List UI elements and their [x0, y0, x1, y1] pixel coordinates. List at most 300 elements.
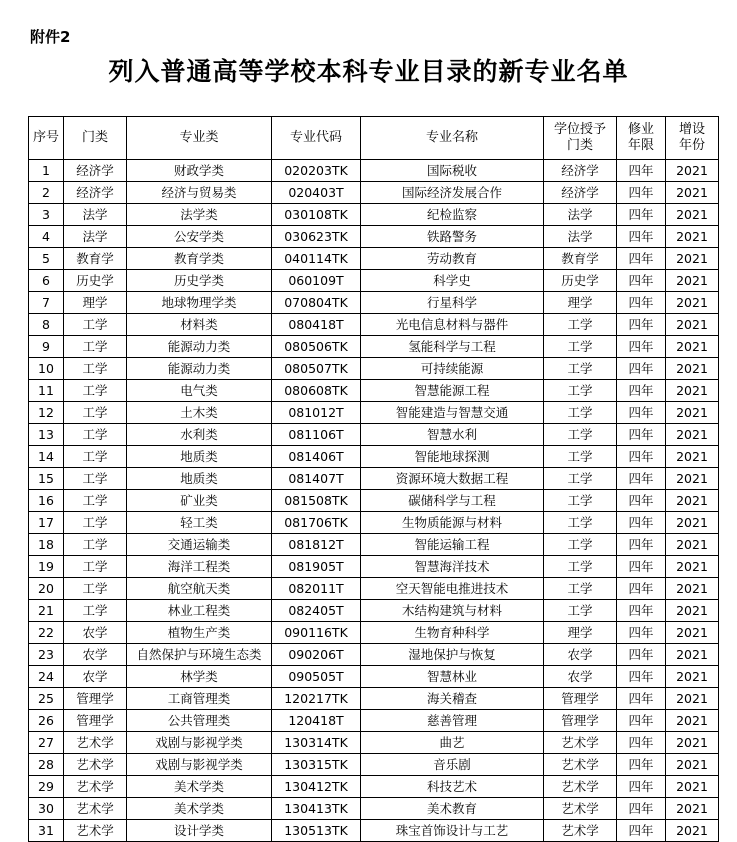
- cell-degree: 农学: [544, 666, 617, 688]
- cell-added-year: 2021: [666, 512, 719, 534]
- cell-code: 081812T: [272, 534, 361, 556]
- cell-category-group: 能源动力类: [127, 358, 272, 380]
- cell-code: 081106T: [272, 424, 361, 446]
- table-row: [29, 314, 719, 336]
- cell-category-group: 公安学类: [127, 226, 272, 248]
- cell-years: 四年: [617, 446, 666, 468]
- cell-years: 四年: [617, 490, 666, 512]
- table-row: [29, 556, 719, 578]
- cell-major-name: 资源环境大数据工程: [361, 468, 544, 490]
- cell-seq: 23: [29, 644, 64, 666]
- cell-major-name: 生物育种科学: [361, 622, 544, 644]
- table-row: [29, 534, 719, 556]
- cell-code: 070804TK: [272, 292, 361, 314]
- cell-degree: 工学: [544, 402, 617, 424]
- table-row: [29, 776, 719, 798]
- cell-years: 四年: [617, 204, 666, 226]
- cell-code: 090116TK: [272, 622, 361, 644]
- cell-years: 四年: [617, 732, 666, 754]
- cell-category: 工学: [64, 556, 127, 578]
- cell-code: 080418T: [272, 314, 361, 336]
- table-header-row: [29, 117, 719, 160]
- cell-degree: 工学: [544, 578, 617, 600]
- cell-major-name: 铁路警务: [361, 226, 544, 248]
- column-header-added-line2: 年份: [678, 138, 705, 153]
- cell-degree: 工学: [544, 512, 617, 534]
- table-row: [29, 160, 719, 182]
- cell-seq: 15: [29, 468, 64, 490]
- cell-years: 四年: [617, 820, 666, 842]
- cell-years: 四年: [617, 798, 666, 820]
- cell-code: 081508TK: [272, 490, 361, 512]
- cell-major-name: 智能建造与智慧交通: [361, 402, 544, 424]
- cell-seq: 29: [29, 776, 64, 798]
- cell-code: 130314TK: [272, 732, 361, 754]
- cell-degree: 工学: [544, 556, 617, 578]
- cell-code: 030623TK: [272, 226, 361, 248]
- cell-years: 四年: [617, 380, 666, 402]
- cell-category-group: 电气类: [127, 380, 272, 402]
- attachment-label: 附件2: [30, 28, 71, 46]
- cell-major-name: 曲艺: [361, 732, 544, 754]
- cell-years: 四年: [617, 600, 666, 622]
- cell-category: 工学: [64, 380, 127, 402]
- cell-code: 081406T: [272, 446, 361, 468]
- cell-category: 农学: [64, 622, 127, 644]
- cell-category-group: 自然保护与环境生态类: [127, 644, 272, 666]
- cell-added-year: 2021: [666, 556, 719, 578]
- column-header-degree-line2: 门类: [566, 138, 593, 153]
- cell-seq: 20: [29, 578, 64, 600]
- cell-major-name: 科学史: [361, 270, 544, 292]
- table-row: [29, 248, 719, 270]
- cell-added-year: 2021: [666, 798, 719, 820]
- cell-years: 四年: [617, 578, 666, 600]
- cell-seq: 1: [29, 160, 64, 182]
- cell-years: 四年: [617, 622, 666, 644]
- table-row: [29, 182, 719, 204]
- column-header-years-line2: 年限: [627, 138, 654, 153]
- cell-category: 工学: [64, 402, 127, 424]
- table-row: [29, 336, 719, 358]
- cell-seq: 4: [29, 226, 64, 248]
- cell-category: 工学: [64, 534, 127, 556]
- cell-seq: 24: [29, 666, 64, 688]
- cell-category: 历史学: [64, 270, 127, 292]
- cell-category: 工学: [64, 358, 127, 380]
- cell-major-name: 劳动教育: [361, 248, 544, 270]
- cell-added-year: 2021: [666, 468, 719, 490]
- cell-major-name: 行星科学: [361, 292, 544, 314]
- cell-category: 工学: [64, 490, 127, 512]
- cell-category-group: 教育学类: [127, 248, 272, 270]
- cell-seq: 26: [29, 710, 64, 732]
- table-row: [29, 270, 719, 292]
- cell-category: 法学: [64, 204, 127, 226]
- cell-seq: 27: [29, 732, 64, 754]
- cell-major-name: 智慧能源工程: [361, 380, 544, 402]
- cell-category: 艺术学: [64, 754, 127, 776]
- cell-years: 四年: [617, 512, 666, 534]
- cell-code: 020203TK: [272, 160, 361, 182]
- cell-code: 130315TK: [272, 754, 361, 776]
- cell-degree: 工学: [544, 446, 617, 468]
- column-header-years-line1: 修业: [627, 121, 654, 137]
- cell-code: 081905T: [272, 556, 361, 578]
- cell-added-year: 2021: [666, 490, 719, 512]
- column-header-years: [617, 117, 666, 160]
- cell-category: 法学: [64, 226, 127, 248]
- table-row: [29, 754, 719, 776]
- cell-category-group: 戏剧与影视学类: [127, 732, 272, 754]
- table-row: [29, 512, 719, 534]
- cell-major-name: 智慧林业: [361, 666, 544, 688]
- cell-code: 081706TK: [272, 512, 361, 534]
- cell-major-name: 湿地保护与恢复: [361, 644, 544, 666]
- cell-code: 130513TK: [272, 820, 361, 842]
- cell-added-year: 2021: [666, 820, 719, 842]
- cell-category-group: 轻工类: [127, 512, 272, 534]
- cell-seq: 19: [29, 556, 64, 578]
- cell-years: 四年: [617, 292, 666, 314]
- cell-degree: 工学: [544, 380, 617, 402]
- cell-seq: 2: [29, 182, 64, 204]
- table-row: [29, 358, 719, 380]
- cell-years: 四年: [617, 336, 666, 358]
- cell-category-group: 工商管理类: [127, 688, 272, 710]
- cell-code: 060109T: [272, 270, 361, 292]
- cell-category-group: 林学类: [127, 666, 272, 688]
- cell-degree: 法学: [544, 204, 617, 226]
- cell-code: 080608TK: [272, 380, 361, 402]
- cell-code: 082011T: [272, 578, 361, 600]
- cell-major-name: 纪检监察: [361, 204, 544, 226]
- table-body: [29, 160, 719, 842]
- cell-major-name: 音乐剧: [361, 754, 544, 776]
- cell-code: 090206T: [272, 644, 361, 666]
- cell-degree: 理学: [544, 292, 617, 314]
- cell-added-year: 2021: [666, 622, 719, 644]
- cell-added-year: 2021: [666, 688, 719, 710]
- cell-code: 081407T: [272, 468, 361, 490]
- cell-seq: 17: [29, 512, 64, 534]
- cell-category-group: 设计学类: [127, 820, 272, 842]
- table-row: [29, 732, 719, 754]
- table-header: [29, 117, 719, 160]
- cell-degree: 艺术学: [544, 820, 617, 842]
- cell-category-group: 交通运输类: [127, 534, 272, 556]
- cell-degree: 工学: [544, 336, 617, 358]
- cell-major-name: 科技艺术: [361, 776, 544, 798]
- cell-category-group: 地质类: [127, 446, 272, 468]
- cell-degree: 农学: [544, 644, 617, 666]
- cell-major-name: 国际经济发展合作: [361, 182, 544, 204]
- cell-added-year: 2021: [666, 160, 719, 182]
- cell-category: 理学: [64, 292, 127, 314]
- cell-added-year: 2021: [666, 578, 719, 600]
- table-row: [29, 292, 719, 314]
- cell-seq: 10: [29, 358, 64, 380]
- cell-category-group: 土木类: [127, 402, 272, 424]
- cell-major-name: 珠宝首饰设计与工艺: [361, 820, 544, 842]
- cell-category-group: 海洋工程类: [127, 556, 272, 578]
- cell-category: 经济学: [64, 160, 127, 182]
- cell-added-year: 2021: [666, 226, 719, 248]
- cell-added-year: 2021: [666, 270, 719, 292]
- cell-code: 040114TK: [272, 248, 361, 270]
- cell-seq: 16: [29, 490, 64, 512]
- cell-category: 工学: [64, 512, 127, 534]
- cell-code: 130413TK: [272, 798, 361, 820]
- cell-major-name: 木结构建筑与材料: [361, 600, 544, 622]
- cell-seq: 12: [29, 402, 64, 424]
- cell-seq: 11: [29, 380, 64, 402]
- column-header-name: 专业名称: [361, 117, 544, 160]
- cell-major-name: 空天智能电推进技术: [361, 578, 544, 600]
- table-row: [29, 204, 719, 226]
- cell-code: 120418T: [272, 710, 361, 732]
- cell-seq: 18: [29, 534, 64, 556]
- cell-added-year: 2021: [666, 666, 719, 688]
- cell-added-year: 2021: [666, 644, 719, 666]
- cell-degree: 工学: [544, 424, 617, 446]
- majors-table: [28, 116, 719, 842]
- page-title: 列入普通高等学校本科专业目录的新专业名单: [108, 57, 629, 86]
- cell-added-year: 2021: [666, 248, 719, 270]
- table-row: [29, 820, 719, 842]
- cell-seq: 31: [29, 820, 64, 842]
- cell-category: 管理学: [64, 688, 127, 710]
- cell-degree: 经济学: [544, 182, 617, 204]
- cell-degree: 管理学: [544, 710, 617, 732]
- cell-degree: 艺术学: [544, 798, 617, 820]
- cell-years: 四年: [617, 314, 666, 336]
- cell-major-name: 国际税收: [361, 160, 544, 182]
- cell-major-name: 可持续能源: [361, 358, 544, 380]
- cell-category-group: 地球物理学类: [127, 292, 272, 314]
- cell-category: 管理学: [64, 710, 127, 732]
- cell-years: 四年: [617, 666, 666, 688]
- cell-years: 四年: [617, 424, 666, 446]
- table-row: [29, 798, 719, 820]
- table-row: [29, 644, 719, 666]
- cell-code: 081012T: [272, 402, 361, 424]
- cell-code: 082405T: [272, 600, 361, 622]
- cell-seq: 21: [29, 600, 64, 622]
- column-header-degree: [544, 117, 617, 160]
- cell-category: 工学: [64, 468, 127, 490]
- cell-years: 四年: [617, 402, 666, 424]
- cell-category-group: 植物生产类: [127, 622, 272, 644]
- cell-code: 020403T: [272, 182, 361, 204]
- cell-years: 四年: [617, 688, 666, 710]
- cell-category-group: 经济与贸易类: [127, 182, 272, 204]
- cell-seq: 14: [29, 446, 64, 468]
- cell-category: 工学: [64, 336, 127, 358]
- table-row: [29, 226, 719, 248]
- cell-category-group: 戏剧与影视学类: [127, 754, 272, 776]
- cell-seq: 22: [29, 622, 64, 644]
- table-row: [29, 710, 719, 732]
- table-row: [29, 380, 719, 402]
- column-header-added-year: [666, 117, 719, 160]
- cell-category-group: 矿业类: [127, 490, 272, 512]
- cell-seq: 13: [29, 424, 64, 446]
- cell-added-year: 2021: [666, 380, 719, 402]
- cell-category-group: 法学类: [127, 204, 272, 226]
- cell-added-year: 2021: [666, 600, 719, 622]
- cell-seq: 6: [29, 270, 64, 292]
- cell-added-year: 2021: [666, 336, 719, 358]
- cell-category-group: 能源动力类: [127, 336, 272, 358]
- cell-seq: 9: [29, 336, 64, 358]
- cell-category: 艺术学: [64, 820, 127, 842]
- cell-category-group: 美术学类: [127, 798, 272, 820]
- cell-degree: 经济学: [544, 160, 617, 182]
- cell-category: 工学: [64, 314, 127, 336]
- cell-category: 工学: [64, 600, 127, 622]
- cell-seq: 7: [29, 292, 64, 314]
- cell-seq: 5: [29, 248, 64, 270]
- table-row: [29, 578, 719, 600]
- cell-code: 030108TK: [272, 204, 361, 226]
- table-row: [29, 688, 719, 710]
- cell-years: 四年: [617, 248, 666, 270]
- cell-category: 工学: [64, 446, 127, 468]
- cell-years: 四年: [617, 534, 666, 556]
- cell-added-year: 2021: [666, 710, 719, 732]
- cell-major-name: 碳储科学与工程: [361, 490, 544, 512]
- cell-category: 工学: [64, 578, 127, 600]
- cell-major-name: 智能地球探测: [361, 446, 544, 468]
- cell-category: 艺术学: [64, 776, 127, 798]
- cell-major-name: 生物质能源与材料: [361, 512, 544, 534]
- cell-code: 080506TK: [272, 336, 361, 358]
- cell-degree: 教育学: [544, 248, 617, 270]
- cell-years: 四年: [617, 182, 666, 204]
- column-header-category: 门类: [64, 117, 127, 160]
- cell-major-name: 智慧海洋技术: [361, 556, 544, 578]
- cell-major-name: 智慧水利: [361, 424, 544, 446]
- cell-seq: 25: [29, 688, 64, 710]
- table-row: [29, 424, 719, 446]
- cell-major-name: 氢能科学与工程: [361, 336, 544, 358]
- cell-category-group: 地质类: [127, 468, 272, 490]
- cell-years: 四年: [617, 776, 666, 798]
- cell-category: 工学: [64, 424, 127, 446]
- cell-added-year: 2021: [666, 732, 719, 754]
- cell-degree: 工学: [544, 468, 617, 490]
- cell-category-group: 美术学类: [127, 776, 272, 798]
- cell-degree: 艺术学: [544, 732, 617, 754]
- cell-major-name: 光电信息材料与器件: [361, 314, 544, 336]
- table-row: [29, 622, 719, 644]
- cell-major-name: 海关稽查: [361, 688, 544, 710]
- cell-major-name: 美术教育: [361, 798, 544, 820]
- cell-category: 农学: [64, 666, 127, 688]
- cell-category-group: 林业工程类: [127, 600, 272, 622]
- cell-seq: 3: [29, 204, 64, 226]
- cell-years: 四年: [617, 270, 666, 292]
- cell-category: 教育学: [64, 248, 127, 270]
- cell-added-year: 2021: [666, 182, 719, 204]
- cell-years: 四年: [617, 556, 666, 578]
- cell-degree: 工学: [544, 534, 617, 556]
- cell-code: 080507TK: [272, 358, 361, 380]
- cell-degree: 工学: [544, 358, 617, 380]
- cell-added-year: 2021: [666, 446, 719, 468]
- cell-years: 四年: [617, 160, 666, 182]
- cell-years: 四年: [617, 468, 666, 490]
- cell-category-group: 材料类: [127, 314, 272, 336]
- column-header-category-group: 专业类: [127, 117, 272, 160]
- column-header-seq: 序号: [29, 117, 64, 160]
- column-header-added-line1: 增设: [678, 121, 705, 137]
- cell-years: 四年: [617, 754, 666, 776]
- column-header-code: 专业代码: [272, 117, 361, 160]
- cell-major-name: 慈善管理: [361, 710, 544, 732]
- cell-degree: 工学: [544, 314, 617, 336]
- cell-code: 090505T: [272, 666, 361, 688]
- cell-years: 四年: [617, 644, 666, 666]
- cell-degree: 艺术学: [544, 754, 617, 776]
- cell-added-year: 2021: [666, 424, 719, 446]
- cell-years: 四年: [617, 358, 666, 380]
- cell-years: 四年: [617, 226, 666, 248]
- table-row: [29, 666, 719, 688]
- table-row: [29, 446, 719, 468]
- cell-category-group: 公共管理类: [127, 710, 272, 732]
- table-row: [29, 468, 719, 490]
- cell-category-group: 财政学类: [127, 160, 272, 182]
- cell-category-group: 水利类: [127, 424, 272, 446]
- cell-added-year: 2021: [666, 534, 719, 556]
- cell-degree: 管理学: [544, 688, 617, 710]
- cell-added-year: 2021: [666, 204, 719, 226]
- cell-category: 经济学: [64, 182, 127, 204]
- cell-years: 四年: [617, 710, 666, 732]
- cell-code: 130412TK: [272, 776, 361, 798]
- cell-category-group: 航空航天类: [127, 578, 272, 600]
- cell-added-year: 2021: [666, 292, 719, 314]
- cell-degree: 工学: [544, 600, 617, 622]
- cell-degree: 理学: [544, 622, 617, 644]
- cell-degree: 历史学: [544, 270, 617, 292]
- table-row: [29, 600, 719, 622]
- cell-degree: 法学: [544, 226, 617, 248]
- cell-added-year: 2021: [666, 314, 719, 336]
- cell-category-group: 历史学类: [127, 270, 272, 292]
- cell-major-name: 智能运输工程: [361, 534, 544, 556]
- cell-added-year: 2021: [666, 776, 719, 798]
- cell-seq: 28: [29, 754, 64, 776]
- cell-seq: 30: [29, 798, 64, 820]
- cell-seq: 8: [29, 314, 64, 336]
- cell-category: 艺术学: [64, 798, 127, 820]
- cell-added-year: 2021: [666, 358, 719, 380]
- cell-code: 120217TK: [272, 688, 361, 710]
- cell-degree: 艺术学: [544, 776, 617, 798]
- table-row: [29, 402, 719, 424]
- column-header-degree-line1: 学位授予: [553, 121, 606, 137]
- cell-category: 艺术学: [64, 732, 127, 754]
- cell-added-year: 2021: [666, 754, 719, 776]
- table-row: [29, 490, 719, 512]
- cell-category: 农学: [64, 644, 127, 666]
- majors-table-container: [28, 116, 710, 842]
- cell-degree: 工学: [544, 490, 617, 512]
- cell-added-year: 2021: [666, 402, 719, 424]
